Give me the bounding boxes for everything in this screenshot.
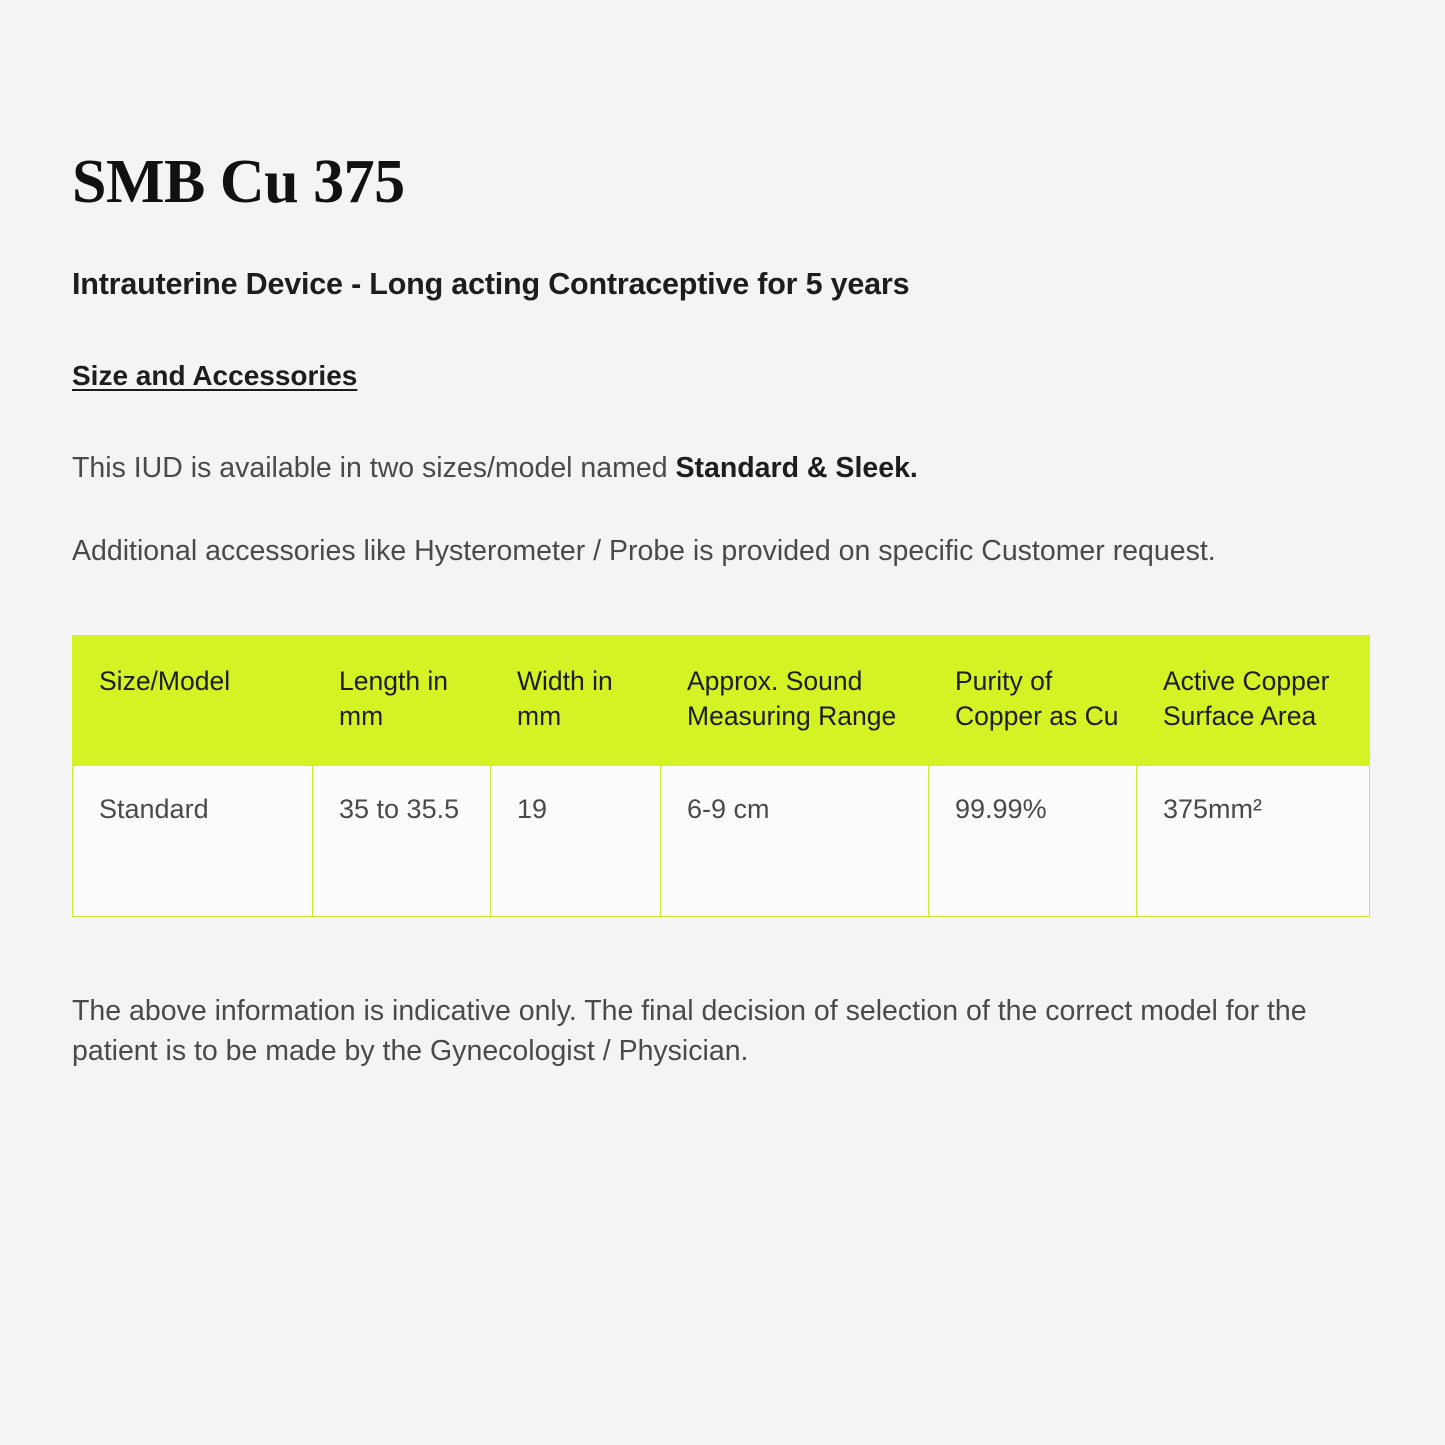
table-row (73, 765, 1370, 916)
table-header-sound-measuring-range: Approx. Sound Measuring Range (661, 636, 929, 765)
paragraph-sizes-text: This IUD is available in two sizes/model named (72, 452, 676, 485)
table-header-row (73, 636, 1370, 765)
table-header-width: Width in mm (491, 636, 661, 765)
paragraph-accessories: Additional accessories like Hysterometer / Probe is provided on specific Customer request. (72, 534, 1216, 567)
cell-active-copper-surface-area: 375mm² (1137, 765, 1370, 916)
table-body (73, 765, 1370, 916)
cell-width: 19 (491, 765, 661, 916)
page-subtitle: Intrauterine Device - Long acting Contraceptive for 5 years (72, 267, 910, 302)
table-header-size-model: Size/Model (73, 636, 313, 765)
cell-sound-measuring-range: 6-9 cm (661, 765, 929, 916)
cell-purity-of-copper: 99.99% (929, 765, 1137, 916)
section-heading-size-and-accessories: Size and Accessories (72, 360, 358, 392)
paragraph-sizes-emphasis: Standard & Sleek. (675, 452, 918, 485)
table-header (73, 636, 1370, 765)
footnote-disclaimer: The above information is indicative only. The final decision of selection of the correct model for the patient is to be made by the Gynecologist / Physician. (72, 994, 1307, 1067)
table-header-purity-of-copper: Purity of Copper as Cu (929, 636, 1137, 765)
table-header-length: Length in mm (313, 636, 491, 765)
cell-size-model: Standard (73, 765, 313, 916)
paragraph-sizes-available (72, 448, 1312, 488)
specifications-table (72, 635, 1370, 916)
page-title: SMB Cu 375 (72, 148, 405, 216)
table-header-active-copper-surface-area: Active Copper Surface Area (1137, 636, 1370, 765)
cell-length: 35 to 35.5 (313, 765, 491, 916)
